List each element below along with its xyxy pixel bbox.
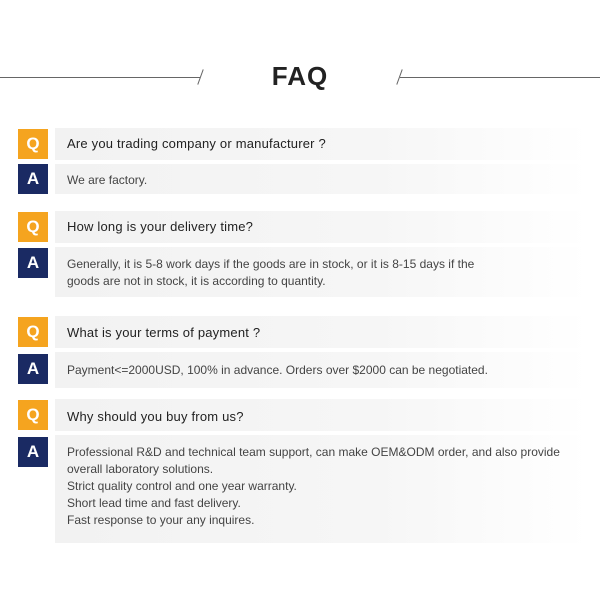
faq-item-4 [18, 399, 588, 543]
question-text: Why should you buy from us? [67, 409, 244, 424]
q-badge: Q [18, 400, 48, 430]
question-text: What is your terms of payment ? [67, 325, 261, 340]
a-badge: A [18, 248, 48, 278]
q-badge: Q [18, 129, 48, 159]
a-badge: A [18, 437, 48, 467]
question-text: How long is your delivery time? [67, 219, 254, 234]
a-badge: A [18, 164, 48, 194]
answer-text: We are factory. [67, 173, 148, 187]
answer-text: Generally, it is 5-8 work days if the goods are in stock, or it is 8-15 days if the goods are not in stock, it is according to quantity. [67, 257, 475, 288]
question-text: Are you trading company or manufacturer ? [67, 136, 326, 151]
header-right-line [400, 77, 600, 78]
page-title: FAQ [271, 61, 329, 91]
answer-text: Payment<=2000USD, 100% in advance. Orders over $2000 can be negotiated. [67, 363, 488, 377]
answer-text: Professional R&D and technical team support, can make OEM&ODM order, and also provide overall laboratory solutions. Strict quality control and one year warranty. Short lead time and fast delivery. Fast response to your any inquires. [67, 445, 560, 527]
faq-item-2 [18, 211, 588, 297]
faq-item-1 [18, 128, 588, 194]
a-badge: A [18, 354, 48, 384]
q-badge: Q [18, 317, 48, 347]
faq-header [0, 58, 600, 98]
faq-item-3 [18, 316, 588, 388]
q-badge: Q [18, 212, 48, 242]
